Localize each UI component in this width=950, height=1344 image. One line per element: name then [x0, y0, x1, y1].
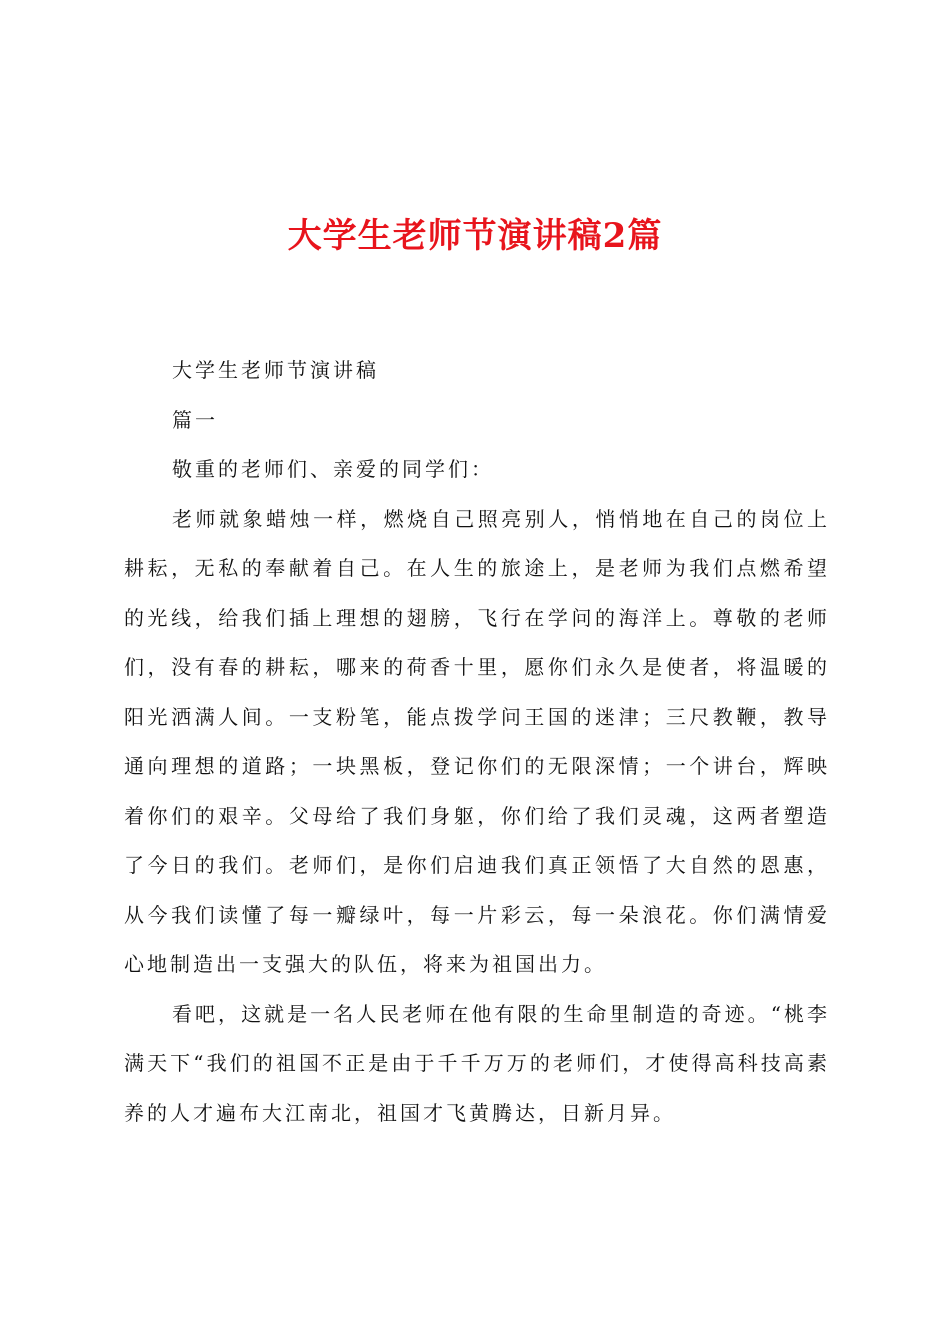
document-title: 大学生老师节演讲稿2篇	[287, 216, 663, 256]
body-paragraph-2: 看吧，这就是一名人民老师在他有限的生命里制造的奇迹。“桃李满天下“我们的祖国不正是由于千千万万的老师们，才使得高科技高素养的人才遍布大江南北，祖国才飞黄腾达，日新月异。	[124, 1001, 830, 1125]
body-paragraph-1: 老师就象蜡烛一样，燃烧自己照亮别人，悄悄地在自己的岗位上耕耘，无私的奉献着自己。在人生的旅途上，是老师为我们点燃希望的光线，给我们插上理想的翅膀，飞行在学问的海洋上。尊敬的老师们，没有春的耕耘，哪来的荷香十里，愿你们永久是使者，将温暖的阳光洒满人间。一支粉笔，能点拨学问王国的迷津；三尺教鞭，教导通向理想的道路；一块黑板，登记你们的无限深情；一个讲台，辉映着你们的艰辛。父母给了我们身躯，你们给了我们灵魂，这两者塑造了今日的我们。老师们，是你们启迪我们真正领悟了大自然的恩惠，从今我们读懂了每一瓣绿叶，每一片彩云，每一朵浪花。你们满情爱心地制造出一支强大的队伍，将来为祖国出力。	[124, 506, 830, 976]
greeting: 敬重的老师们、亲爱的同学们：	[172, 457, 494, 481]
section-label: 篇一	[172, 407, 218, 432]
speech-subtitle: 大学生老师节演讲稿	[172, 358, 379, 382]
document-body	[124, 346, 830, 1138]
